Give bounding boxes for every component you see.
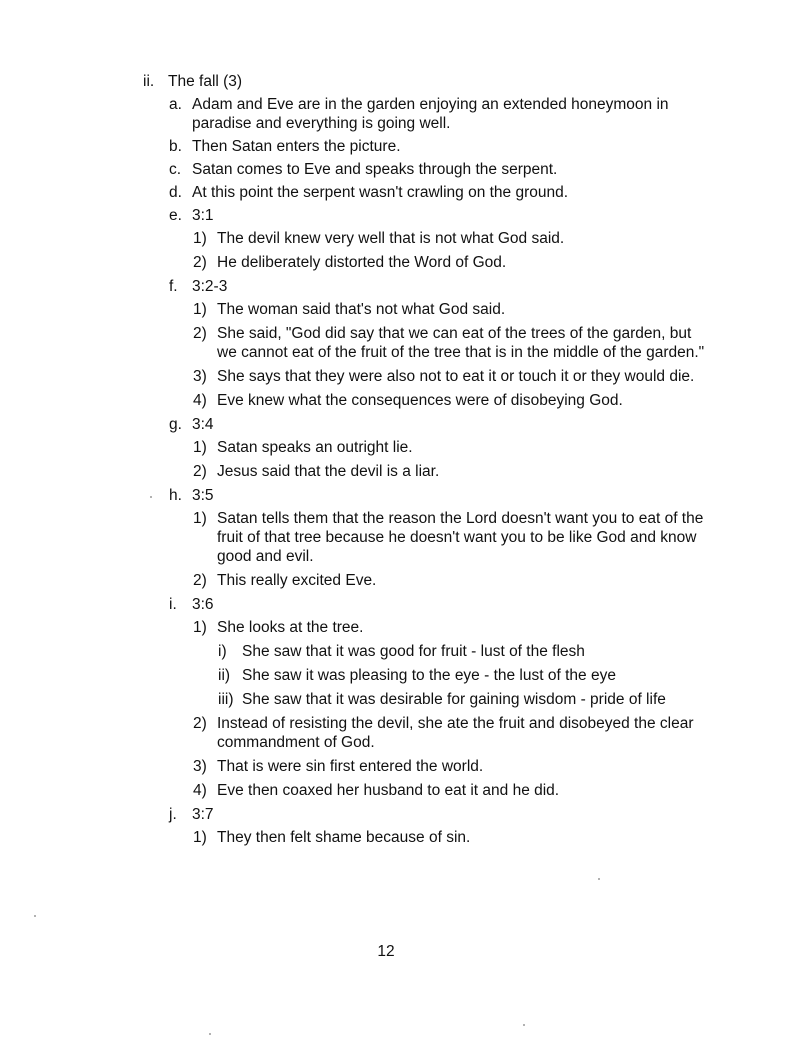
item-text: Adam and Eve are in the garden enjoying an extended honeymoon in paradise and everything is going well. [192, 96, 669, 132]
item-marker: a. [169, 96, 182, 113]
outline-item-d [0, 183, 800, 202]
outline-subitem [0, 391, 800, 410]
subitem-text: Instead of resisting the devil, she ate the fruit and disobeyed the clear commandment of God. [217, 715, 694, 751]
subitem-text: She said, "God did say that we can eat of the trees of the garden, but we cannot eat of the fruit of the tree that is in the middle of the garden." [217, 325, 705, 361]
subitem-marker: 2) [193, 325, 207, 342]
item-marker: d. [169, 184, 182, 201]
outline-subitem [0, 438, 800, 457]
subitem-marker: 1) [193, 230, 207, 247]
item-marker: h. [169, 487, 182, 504]
verse-reference: 3:4 [192, 416, 214, 433]
subitem-marker: 1) [193, 439, 207, 456]
subsubitem-text: She saw it was pleasing to the eye - the lust of the eye [242, 667, 616, 684]
subitem-marker: 1) [193, 829, 207, 846]
outline-subitem [0, 828, 800, 847]
outline-subsubitem [0, 690, 800, 709]
subitem-marker: 1) [193, 619, 207, 636]
outline-subitem [0, 571, 800, 590]
subitem-text: Satan tells them that the reason the Lord doesn't want you to eat of the fruit of that tree because he doesn't want you to be like God and know good and evil. [217, 510, 704, 565]
item-text: Then Satan enters the picture. [192, 138, 401, 155]
section-marker: ii. [143, 73, 155, 90]
outline-item-i [0, 595, 800, 614]
outline-item-c [0, 160, 800, 179]
page-number: 12 [377, 943, 395, 960]
item-marker: g. [169, 416, 182, 433]
item-marker: f. [169, 278, 178, 295]
subitem-text: He deliberately distorted the Word of God. [217, 254, 507, 271]
subitem-text: That is were sin first entered the world. [217, 758, 484, 775]
section-title: The fall (3) [168, 73, 243, 90]
subitem-text: She says that they were also not to eat it or touch it or they would die. [217, 368, 695, 385]
item-marker: b. [169, 138, 182, 155]
scan-speck [34, 915, 36, 917]
outline-subitem [0, 253, 800, 272]
subitem-text: Satan speaks an outright lie. [217, 439, 413, 456]
subsubitem-text: She saw that it was desirable for gaining wisdom - pride of life [242, 691, 666, 708]
outline-subsubitem [0, 666, 800, 685]
outline-subitem [0, 300, 800, 319]
subitem-text: Eve knew what the consequences were of disobeying God. [217, 392, 623, 409]
subitem-marker: 4) [193, 782, 207, 799]
outline-subitem [0, 509, 800, 566]
verse-reference: 3:1 [192, 207, 214, 224]
subsubitem-text: She saw that it was good for fruit - lust of the flesh [242, 643, 585, 660]
verse-reference: 3:2-3 [192, 278, 228, 295]
outline-item-a [0, 95, 800, 133]
subitem-marker: 3) [193, 758, 207, 775]
scan-speck [150, 496, 152, 498]
subitem-marker: 4) [193, 392, 207, 409]
subitem-text: Jesus said that the devil is a liar. [217, 463, 440, 480]
item-marker: e. [169, 207, 182, 224]
subitem-text: The devil knew very well that is not what God said. [217, 230, 565, 247]
outline-item-e [0, 206, 800, 225]
subsubitem-marker: ii) [218, 667, 231, 684]
outline-item-g [0, 415, 800, 434]
subsubitem-marker: iii) [218, 691, 234, 708]
outline-subitem [0, 714, 800, 752]
outline-subitem [0, 462, 800, 481]
outline [0, 72, 800, 852]
item-marker: i. [169, 596, 177, 613]
subitem-marker: 3) [193, 368, 207, 385]
outline-subitem [0, 781, 800, 800]
item-text: Satan comes to Eve and speaks through the serpent. [192, 161, 558, 178]
subitem-marker: 1) [193, 510, 207, 527]
item-marker: c. [169, 161, 182, 178]
verse-reference: 3:7 [192, 806, 214, 823]
subitem-text: They then felt shame because of sin. [217, 829, 471, 846]
subitem-marker: 2) [193, 254, 207, 271]
outline-subitem [0, 229, 800, 248]
outline-subsubitem [0, 642, 800, 661]
outline-item-j [0, 805, 800, 824]
item-text: At this point the serpent wasn't crawling on the ground. [192, 184, 569, 201]
outline-subitem [0, 324, 800, 362]
subitem-marker: 2) [193, 715, 207, 732]
outline-item-b [0, 137, 800, 156]
subitem-text: She looks at the tree. [217, 619, 364, 636]
outline-item-f [0, 277, 800, 296]
outline-subitem [0, 367, 800, 386]
subitem-marker: 2) [193, 572, 207, 589]
outline-subitem [0, 618, 800, 637]
outline-item-h [0, 486, 800, 505]
outline-subitem [0, 757, 800, 776]
subitem-text: This really excited Eve. [217, 572, 377, 589]
subitem-text: Eve then coaxed her husband to eat it and he did. [217, 782, 560, 799]
section-heading [0, 72, 800, 91]
item-marker: j. [169, 806, 177, 823]
subitem-marker: 1) [193, 301, 207, 318]
verse-reference: 3:5 [192, 487, 214, 504]
scan-speck [598, 878, 600, 880]
subsubitem-marker: i) [218, 643, 227, 660]
verse-reference: 3:6 [192, 596, 214, 613]
scan-speck [209, 1033, 211, 1035]
subitem-text: The woman said that's not what God said. [217, 301, 506, 318]
scan-speck [523, 1024, 525, 1026]
subitem-marker: 2) [193, 463, 207, 480]
